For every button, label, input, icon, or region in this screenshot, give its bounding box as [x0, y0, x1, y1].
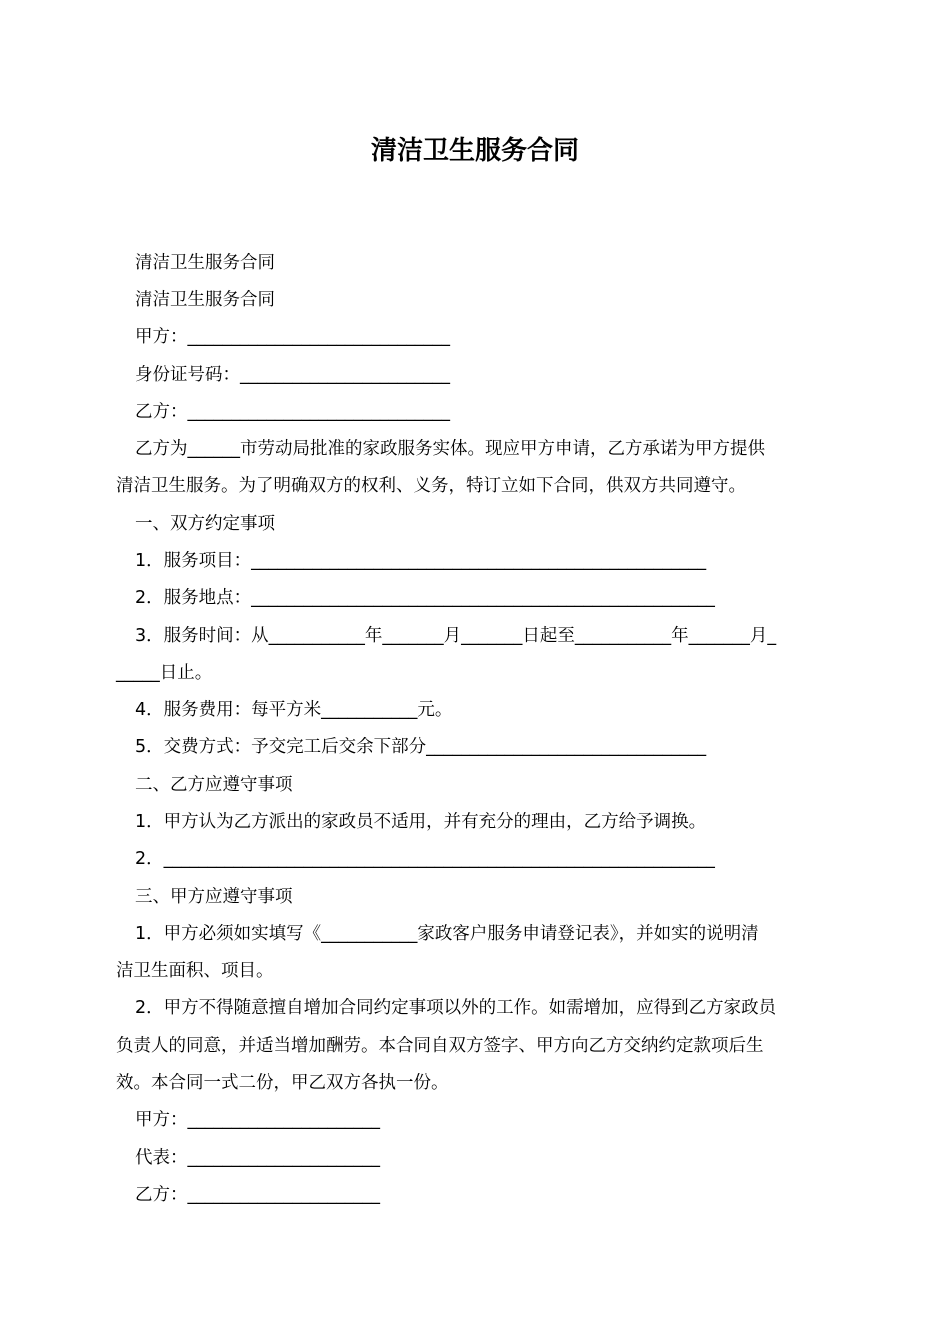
clause-line: 1．甲方认为乙方派出的家政员不适用，并有充分的理由，乙方给予调换。	[135, 812, 707, 832]
clause-line: _____日止。	[116, 663, 213, 683]
signature-party-a: 甲方：______________________	[135, 1110, 380, 1130]
clause-line: 2．服务地点：_____________________________________________________	[135, 588, 715, 608]
clause-line: 3．服务时间：从___________年_______月_______日起至___________年_______月_	[135, 626, 777, 646]
id-number-field: 身份证号码：________________________	[135, 365, 450, 385]
intro-paragraph-line: 清洁卫生服务。为了明确双方的权利、义务，特订立如下合同，供双方共同遵守。	[116, 476, 746, 496]
document-title: 清洁卫生服务合同	[370, 136, 579, 166]
party-b-field: 乙方：______________________________	[135, 402, 450, 422]
subtitle-line: 清洁卫生服务合同	[135, 253, 275, 273]
section-heading: 一、双方约定事项	[135, 514, 275, 534]
clause-line: 洁卫生面积、项目。	[116, 961, 274, 981]
clause-line: 2．甲方不得随意擅自增加合同约定事项以外的工作。如需增加，应得到乙方家政员	[135, 998, 777, 1018]
clause-line: 1．服务项目：____________________________________________________	[135, 551, 707, 571]
section-heading: 二、乙方应遵守事项	[135, 775, 293, 795]
clause-line: 负责人的同意，并适当增加酬劳。本合同自双方签字、甲方向乙方交纳约定款项后生	[116, 1036, 764, 1056]
clause-line: 2．_______________________________________________________________	[135, 849, 715, 869]
party-a-field: 甲方：______________________________	[135, 327, 450, 347]
signature-party-b: 乙方：______________________	[135, 1185, 380, 1205]
subtitle-line: 清洁卫生服务合同	[135, 290, 275, 310]
clause-line: 效。本合同一式二份，甲乙双方各执一份。	[116, 1073, 449, 1093]
clause-line: 5．交费方式：予交完工后交余下部分________________________________	[135, 737, 707, 757]
clause-line: 4．服务费用：每平方米___________元。	[135, 700, 453, 720]
intro-paragraph-line: 乙方为______市劳动局批准的家政服务实体。现应甲方申请，乙方承诺为甲方提供	[135, 439, 765, 459]
section-heading: 三、甲方应遵守事项	[135, 887, 293, 907]
signature-representative: 代表：______________________	[135, 1148, 380, 1168]
clause-line: 1．甲方必须如实填写《___________家政客户服务申请登记表》，并如实的说明清	[135, 924, 759, 944]
